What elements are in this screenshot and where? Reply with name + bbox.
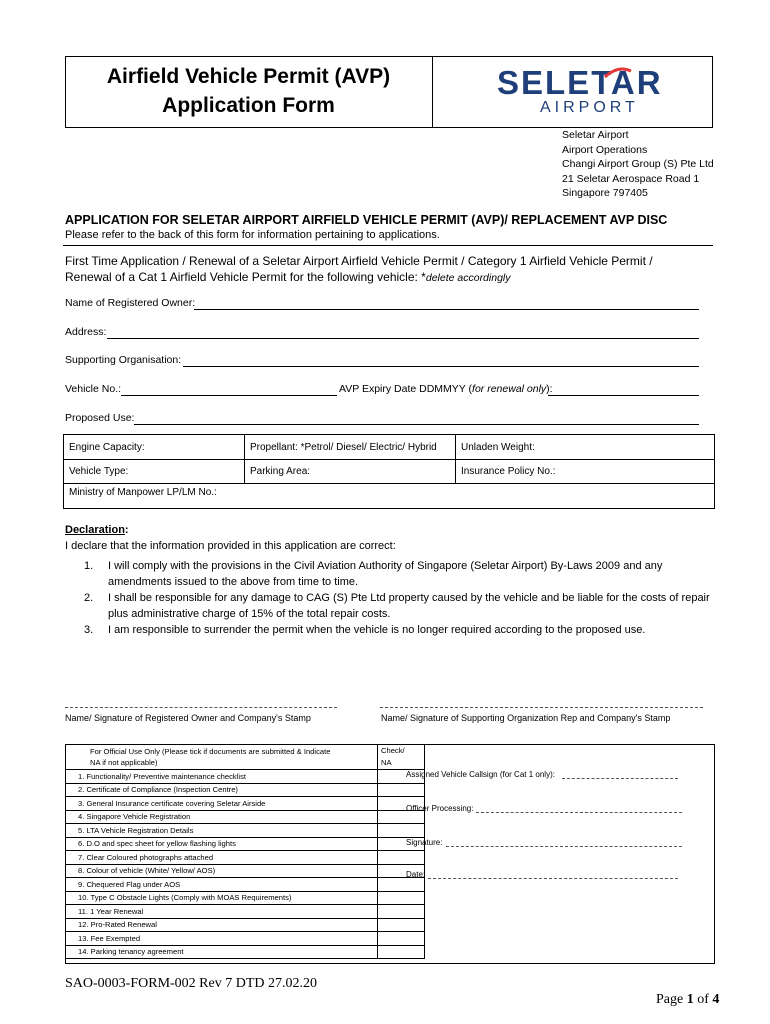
officer-label: Officer Processing: xyxy=(406,804,474,813)
expiry-field[interactable] xyxy=(548,395,699,396)
official-use-table xyxy=(65,744,425,959)
checklist-item: 13. Fee Exempted xyxy=(66,932,378,946)
address-line: Airport Operations xyxy=(562,143,648,156)
checklist-item: 12. Pro-Rated Renewal xyxy=(66,918,378,932)
form-code: SAO-0003-FORM-002 Rev 7 DTD 27.02.20 xyxy=(65,976,317,991)
seletar-logo xyxy=(497,64,663,102)
declaration-item xyxy=(84,558,714,590)
expiry-label xyxy=(339,383,553,395)
check-header-line2: NA xyxy=(381,758,392,767)
declaration-heading: Declaration xyxy=(65,524,125,536)
checklist-item: 3. General Insurance certificate covering Seletar Airside xyxy=(66,797,378,811)
check-cell[interactable] xyxy=(378,851,425,865)
official-use-header xyxy=(66,745,378,770)
officer-field[interactable] xyxy=(476,812,682,813)
parking-area-cell[interactable]: Parking Area: xyxy=(245,460,456,484)
lead-line2: Renewal of a Cat 1 Airfield Vehicle Permit for the following vehicle: * xyxy=(65,270,426,284)
proposed-use-label: Proposed Use: xyxy=(65,412,135,424)
check-cell[interactable] xyxy=(378,945,425,959)
address-line: Seletar Airport xyxy=(562,129,629,141)
form-title xyxy=(65,56,433,128)
org-signature-caption: Name/ Signature of Supporting Organization Rep and Company's Stamp xyxy=(381,713,671,723)
engine-capacity-cell[interactable]: Engine Capacity: xyxy=(64,435,245,460)
owner-field[interactable] xyxy=(194,309,699,310)
form-title-line1: Airfield Vehicle Permit (AVP) xyxy=(106,65,391,88)
date-label: Date: xyxy=(406,870,426,879)
date-field[interactable] xyxy=(428,878,678,879)
unladen-weight-cell[interactable]: Unladen Weight: xyxy=(456,435,715,460)
org-label: Supporting Organisation: xyxy=(65,354,182,366)
propellant-cell[interactable]: Propellant: *Petrol/ Diesel/ Electric/ Hybrid xyxy=(245,435,456,460)
official-header-line2: NA if not applicable) xyxy=(90,758,158,767)
checklist-item: 8. Colour of vehicle (White/ Yellow/ AOS) xyxy=(66,864,378,878)
form-title-line2: Application Form xyxy=(162,94,335,117)
check-cell[interactable] xyxy=(378,932,425,946)
check-cell[interactable] xyxy=(378,878,425,892)
checklist-item: 2. Certificate of Compliance (Inspection Centre) xyxy=(66,783,378,797)
check-cell[interactable] xyxy=(378,891,425,905)
address-line: Changi Airport Group (S) Pte Ltd xyxy=(562,158,714,170)
application-type-text xyxy=(65,253,725,286)
vehicle-type-cell[interactable]: Vehicle Type: xyxy=(64,460,245,484)
vehicle-no-label: Vehicle No.: xyxy=(65,383,122,395)
proposed-use-field[interactable] xyxy=(134,424,699,425)
checklist-item: 9. Chequered Flag under AOS xyxy=(66,878,378,892)
checklist-item: 1. Functionality/ Preventive maintenance checklist xyxy=(66,770,378,784)
declaration-item xyxy=(84,590,714,622)
declaration-title xyxy=(65,524,129,536)
check-cell[interactable] xyxy=(378,905,425,919)
callsign-field[interactable] xyxy=(562,778,678,779)
logo-wordmark: SELETAR xyxy=(497,64,663,101)
checklist-item: 4. Singapore Vehicle Registration xyxy=(66,810,378,824)
owner-signature-caption: Name/ Signature of Registered Owner and Company's Stamp xyxy=(65,713,311,723)
page-current: 1 xyxy=(686,992,694,1007)
checklist-item: 14. Parking tenancy agreement xyxy=(66,945,378,959)
mom-cell[interactable]: Ministry of Manpower LP/LM No.: xyxy=(64,484,715,509)
official-header-line1: For Official Use Only (Please tick if documents are submitted & Indicate xyxy=(90,747,331,756)
vehicle-no-field[interactable] xyxy=(121,395,337,396)
section-subtitle: Please refer to the back of this form for information pertaining to applications. xyxy=(65,229,440,241)
item-text: I will comply with the provisions in the Civil Aviation Authority of Singapore (Seletar Airport) By-Laws 2009 and any amendments issued to the above from time to time. xyxy=(108,560,663,588)
declaration-item xyxy=(84,622,714,638)
page-label: Page xyxy=(656,992,687,1007)
address-label: Address: xyxy=(65,326,107,338)
insurance-cell[interactable]: Insurance Policy No.: xyxy=(456,460,715,484)
delete-note: delete accordingly xyxy=(425,272,511,284)
address-block xyxy=(562,128,714,201)
owner-signature-line[interactable] xyxy=(65,707,337,708)
logo-swoosh-icon xyxy=(603,66,633,84)
check-cell[interactable] xyxy=(378,918,425,932)
checklist-item: 11. 1 Year Renewal xyxy=(66,905,378,919)
address-field[interactable] xyxy=(107,338,699,339)
checklist-item: 7. Clear Coloured photographs attached xyxy=(66,851,378,865)
check-cell[interactable] xyxy=(378,824,425,838)
item-number: 3. xyxy=(84,624,94,636)
check-cell[interactable] xyxy=(378,783,425,797)
page-total: 4 xyxy=(712,992,720,1007)
declaration-colon: : xyxy=(124,524,129,536)
lead-line1: First Time Application / Renewal of a Seletar Airport Airfield Vehicle Permit / Category 1 Airfield Vehicle Permit / xyxy=(65,254,653,268)
owner-label: Name of Registered Owner: xyxy=(65,297,196,309)
page-number xyxy=(656,992,719,1008)
expiry-prefix: AVP Expiry Date DDMMYY ( xyxy=(339,383,473,395)
section-title: APPLICATION FOR SELETAR AIRPORT AIRFIELD VEHICLE PERMIT (AVP)/ REPLACEMENT AVP DISC xyxy=(65,213,668,227)
checklist-item: 5. LTA Vehicle Registration Details xyxy=(66,824,378,838)
item-text: I am responsible to surrender the permit when the vehicle is no longer required according to the proposed use. xyxy=(108,624,646,636)
checklist-item: 6. D.O and spec sheet for yellow flashing lights xyxy=(66,837,378,851)
expiry-suffix: ): xyxy=(546,383,553,395)
declaration-intro: I declare that the information provided in this application are correct: xyxy=(65,540,396,552)
divider xyxy=(63,245,713,246)
logo-subtitle: AIRPORT xyxy=(540,99,639,116)
callsign-label: Assigned Vehicle Callsign (for Cat 1 only): xyxy=(406,770,555,779)
page-of: of xyxy=(693,992,713,1007)
signature-field[interactable] xyxy=(446,846,682,847)
address-line: Singapore 797405 xyxy=(562,187,648,199)
checklist-item: 10. Type C Obstacle Lights (Comply with MOAS Requirements) xyxy=(66,891,378,905)
check-header-line1: Check/ xyxy=(381,746,405,755)
org-field[interactable] xyxy=(183,366,699,367)
check-column-header xyxy=(378,745,425,770)
item-text: I shall be responsible for any damage to CAG (S) Pte Ltd property caused by the vehicle and be liable for the costs of repair plus administrative charge of 15% of the total repair costs. xyxy=(108,592,710,620)
expiry-note: for renewal only xyxy=(472,383,547,395)
item-number: 2. xyxy=(84,592,94,604)
address-line: 21 Seletar Aerospace Road 1 xyxy=(562,172,700,185)
signature-label: Signature: xyxy=(406,838,443,847)
declaration-list xyxy=(84,558,714,638)
org-signature-line[interactable] xyxy=(380,707,703,708)
vehicle-details-table xyxy=(63,434,715,509)
item-number: 1. xyxy=(84,560,94,572)
